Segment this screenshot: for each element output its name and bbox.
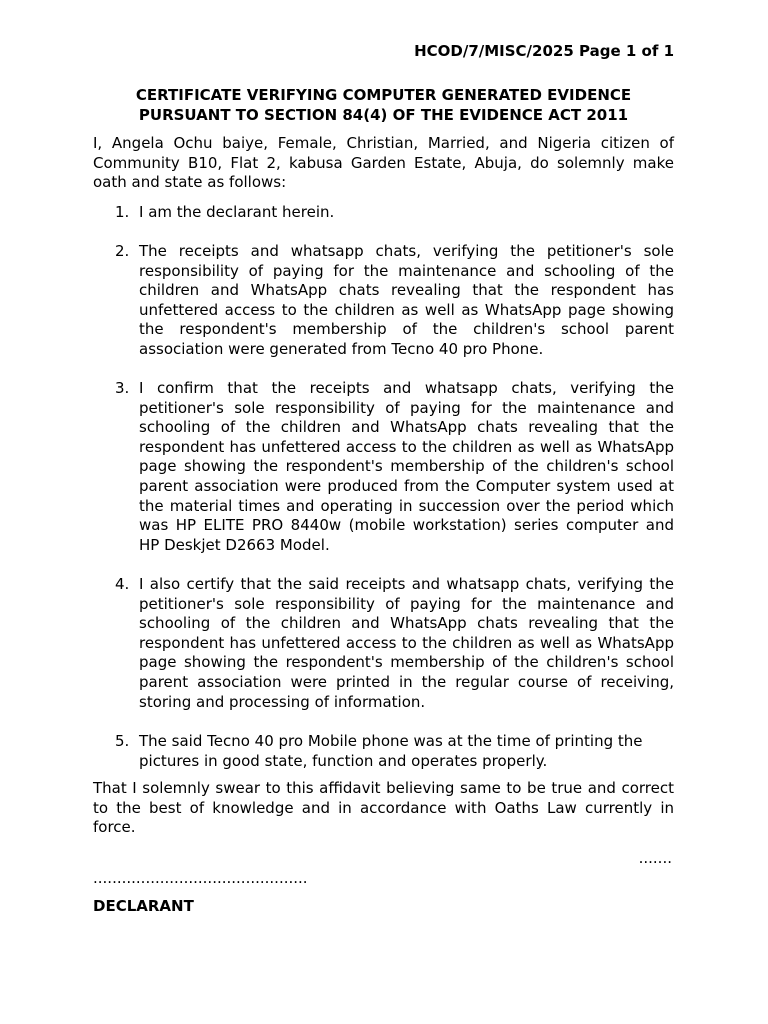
declarant-label: DECLARANT bbox=[93, 897, 194, 915]
list-item-5 bbox=[93, 732, 674, 771]
list-item-text: I also certify that the said receipts and whatsapp chats, verifying the petitioner's sole responsibility of paying for the maintenance and schooling of the children and WhatsApp chats revealing that the respondent has unfettered access to the children as well as WhatsApp page showing the respondent's membership of the children's school parent association were printed in the regular course of receiving, storing and processing of information. bbox=[139, 575, 674, 711]
signature-line-right: ....... bbox=[638, 849, 672, 867]
list-item-2 bbox=[93, 242, 674, 360]
list-item-number: 3. bbox=[115, 379, 130, 397]
list-item-number: 4. bbox=[115, 575, 130, 593]
title-line-1: CERTIFICATE VERIFYING COMPUTER GENERATED EVIDENCE bbox=[135, 86, 632, 104]
list-item-number: 2. bbox=[115, 242, 130, 260]
document-title bbox=[93, 86, 674, 125]
title-line-2: PURSUANT TO SECTION 84(4) OF THE EVIDENCE ACT 2011 bbox=[138, 105, 629, 124]
list-item-number: 5. bbox=[115, 732, 130, 750]
intro-paragraph: I, Angela Ochu baiye, Female, Christian, Married, and Nigeria citizen of Community B10, Flat 2, kabusa Garden Estate, Abuja, do solemnly make oath and state as follows: bbox=[93, 134, 674, 192]
signature-line-left: ............................................. bbox=[93, 869, 308, 887]
list-item-text: The said Tecno 40 pro Mobile phone was at the time of printing the pictures in good state, function and operates properly. bbox=[139, 732, 643, 770]
document-reference: HCOD/7/MISC/2025 Page 1 of 1 bbox=[414, 42, 674, 60]
list-item-number: 1. bbox=[115, 203, 130, 221]
list-item-4 bbox=[93, 575, 674, 712]
list-item-text: The receipts and whatsapp chats, verifying the petitioner's sole responsibility of paying for the maintenance and schooling of the children and WhatsApp chats revealing that the respondent has unfettered access to the children as well as WhatsApp page showing the respondent's membership of the children's school parent association were generated from Tecno 40 pro Phone. bbox=[139, 242, 674, 358]
list-item-text: I confirm that the receipts and whatsapp chats, verifying the petitioner's sole responsibility of paying for the maintenance and schooling of the children and WhatsApp chats revealing that the respondent has unfettered access to the children as well as WhatsApp page showing the respondent's membership of the children's school parent association were produced from the Computer system used at the material times and operating in succession over the period which was HP ELITE PRO 8440w (mobile workstation) series computer and HP Deskjet D2663 Model. bbox=[139, 379, 674, 554]
closing-paragraph: That I solemnly swear to this affidavit believing same to be true and correct to the best of knowledge and in accordance with Oaths Law currently in force. bbox=[93, 779, 674, 837]
list-item-text: I am the declarant herein. bbox=[139, 203, 335, 221]
list-item-1 bbox=[93, 203, 674, 223]
list-item-3 bbox=[93, 379, 674, 555]
